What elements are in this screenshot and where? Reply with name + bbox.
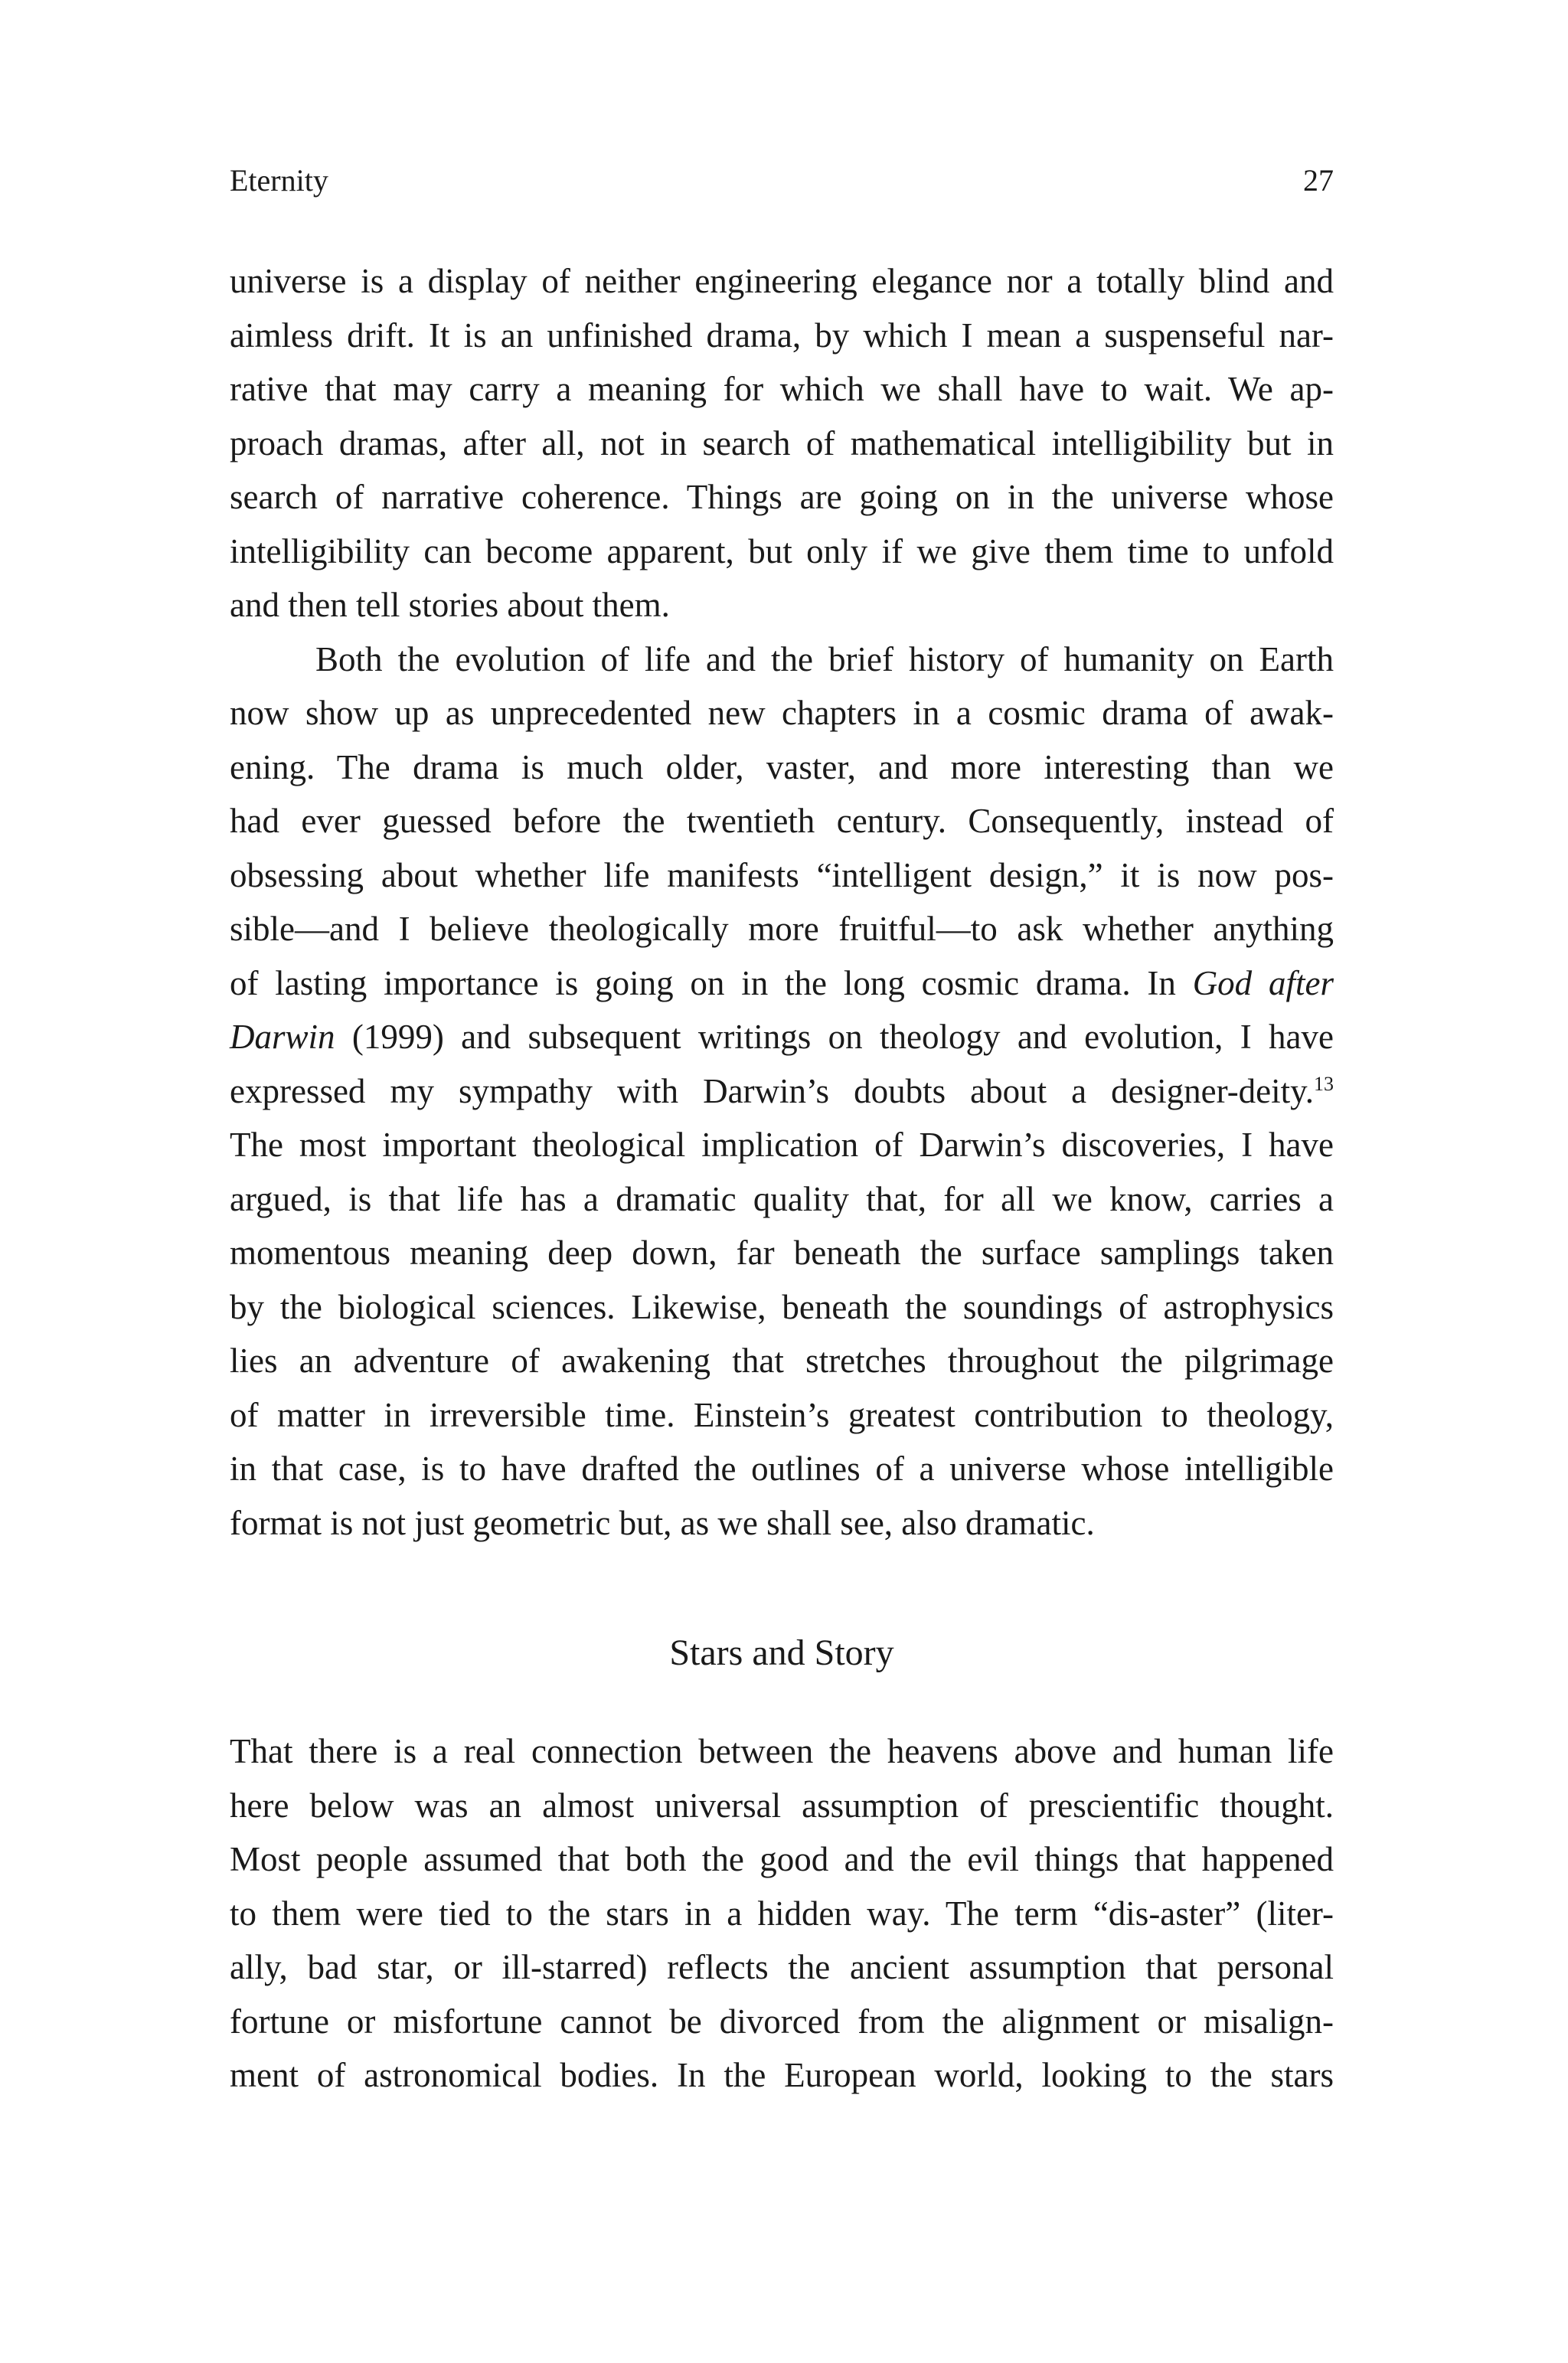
text-line: That there is a real connection between the heavens above and human life	[230, 1732, 1334, 1770]
text-line: Most people assumed that both the good and the evil things that happened	[230, 1840, 1334, 1878]
text-line: sible—and I believe theologically more fruitful—to ask whether anything	[230, 910, 1334, 948]
text-line: universe is a display of neither engineering elegance nor a totally blind and	[230, 262, 1334, 300]
text-line: ening. The drama is much older, vaster, and more interesting than we	[230, 747, 1334, 786]
text-line	[230, 956, 1334, 1011]
text-line: in that case, is to have drafted the outlines of a universe whose intelligible	[230, 1450, 1334, 1488]
text-line	[230, 1064, 1334, 1119]
text-line: format is not just geometric but, as we shall see, also dramatic.	[230, 1503, 1095, 1542]
text-line: The most important theological implication of Darwin’s discoveries, I have	[230, 1126, 1334, 1164]
section-heading: Stars and Story	[669, 1633, 894, 1673]
text-line: lies an adventure of awakening that stretches throughout the pilgrimage	[230, 1342, 1334, 1380]
text-line: by the biological sciences. Likewise, beneath the soundings of astrophysics	[230, 1287, 1334, 1326]
text-line: ally, bad star, or ill-starred) reflects the ancient assumption that personal	[230, 1948, 1334, 1986]
text-line: to them were tied to the stars in a hidden way. The term “dis-aster” (liter-	[230, 1894, 1334, 1933]
paragraph-3	[230, 1724, 1334, 2103]
text-run: of lasting importance is going on in the long cosmic drama. In	[230, 963, 1193, 1002]
text-line: now show up as unprecedented new chapters in a cosmic drama of awak-	[230, 694, 1334, 732]
text-line: rative that may carry a meaning for which we shall have to wait. We ap-	[230, 370, 1334, 408]
text-line: here below was an almost universal assumption of prescientific thought.	[230, 1786, 1334, 1825]
text-line: ment of astronomical bodies. In the European world, looking to the stars	[230, 2056, 1334, 2094]
paragraph-2	[230, 632, 1334, 1551]
text-line: had ever guessed before the twentieth century. Consequently, instead of	[230, 802, 1334, 840]
text-run: (1999) and subsequent writings on theology and evolution, I have	[335, 1018, 1334, 1056]
text-line: intelligibility can become apparent, but only if we give them time to unfold	[230, 531, 1334, 570]
paragraph-1	[230, 254, 1334, 632]
text-line	[230, 1010, 1334, 1064]
text-line: and then tell stories about them.	[230, 586, 670, 624]
text-line: obsessing about whether life manifests “intelligent design,” it is now pos-	[230, 855, 1334, 894]
text-line: Both the evolution of life and the brief history of humanity on Earth	[315, 639, 1334, 678]
page-number: 27	[1303, 163, 1334, 198]
text-line: momentous meaning deep down, far beneath the surface samplings taken	[230, 1234, 1334, 1272]
text-line: of matter in irreversible time. Einstein’s greatest contribution to theology,	[230, 1395, 1334, 1434]
running-head-title: Eternity	[230, 163, 328, 198]
text-line: proach dramas, after all, not in search of mathematical intelligibility but in	[230, 423, 1334, 462]
book-title-italic: Darwin	[230, 1018, 335, 1056]
text-line: argued, is that life has a dramatic quality that, for all we know, carries a	[230, 1179, 1334, 1218]
running-head	[230, 158, 1334, 204]
text-run: expressed my sympathy with Darwin’s doubts about a designer-deity.	[230, 1071, 1314, 1110]
text-line: search of narrative coherence. Things are going on in the universe whose	[230, 478, 1334, 516]
text-block	[230, 254, 1334, 2103]
text-line: aimless drift. It is an unfinished drama, by which I mean a suspenseful nar-	[230, 315, 1334, 355]
book-title-italic: God after	[1192, 963, 1334, 1002]
footnote-reference[interactable]: 13	[1314, 1072, 1334, 1095]
text-line: fortune or misfortune cannot be divorced from the alignment or misalign-	[230, 2002, 1334, 2041]
